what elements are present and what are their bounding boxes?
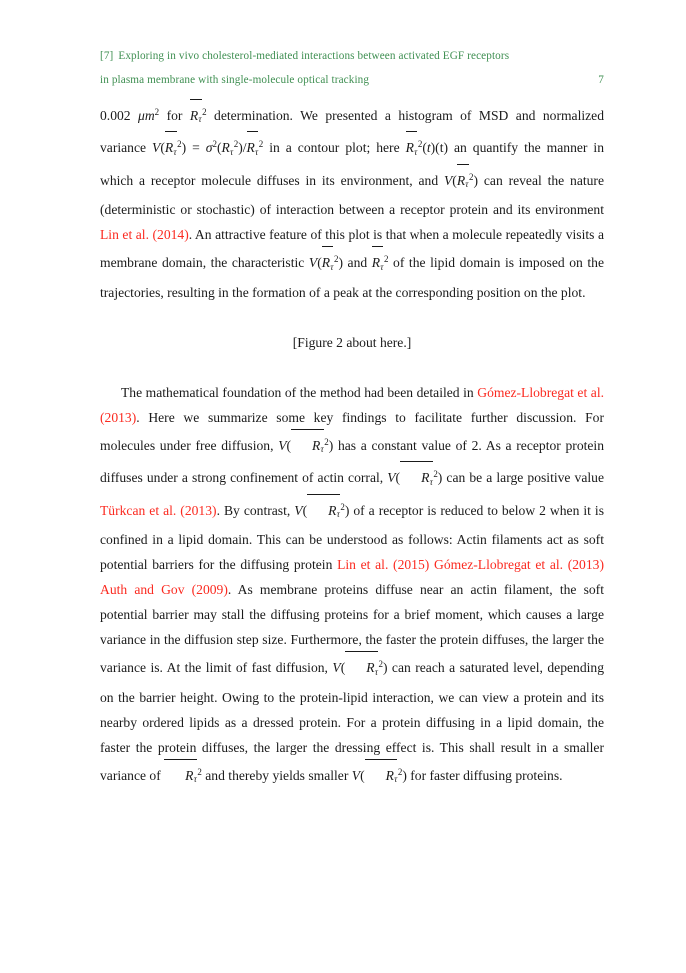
math-V: V: [294, 502, 303, 518]
math-subscript-tau: τ: [336, 509, 340, 520]
math-superscript-2: 2: [258, 139, 264, 150]
text-run: . By contrast,: [216, 502, 295, 518]
text-run: for faster diffusing proteins.: [406, 767, 563, 783]
math-mean-r-tau-squared: [322, 247, 339, 279]
math-superscript-2: 2: [333, 254, 339, 265]
math-sigma-squared-expression: [206, 140, 263, 155]
citation-link[interactable]: Lin et al. (2015): [337, 557, 430, 573]
math-close-paren: ): [328, 437, 334, 453]
text-run: can reach a saturated level, depending on the barrier height. Owing to the protein-lipid interaction, we can view a protein and its nearby ordered lipids as a dressed protein. For a protein diffusing in a lipid domain, the faster the protein diffuses, the larger the dressing effect is. This shall result in a smaller variance of: [100, 660, 604, 783]
math-superscript-2: 2: [417, 139, 423, 150]
math-open-paren: (: [452, 172, 457, 188]
citation-link[interactable]: Gómez-Llobregat et al. (2013): [434, 557, 604, 573]
math-R: R: [221, 140, 230, 156]
math-V-of-mean-r-tau-squared: [332, 660, 387, 675]
math-mean-r-tau-squared: [164, 760, 202, 792]
math-overline: [400, 461, 433, 462]
math-open-paren: (: [286, 437, 292, 453]
text-run: . As membrane proteins diffuse near an actin filament, the soft potential barrier may stall the diffusing proteins for a brief moment, which causes a large variance in the diffusion step size. Furthermore, the faster the protein diffuses, the larger the variance is. At the limit of fast diffusion,: [100, 582, 604, 676]
math-overline: [322, 246, 334, 247]
math-subscript-tau: τ: [320, 444, 324, 455]
math-V: V: [387, 470, 396, 486]
math-close-paren: ): [344, 502, 350, 518]
text-run: =: [186, 140, 206, 156]
math-mean-r-tau-squared: [365, 760, 403, 792]
math-mean-r-tau-squared: [406, 132, 423, 164]
math-R: R: [366, 660, 375, 676]
math-R: R: [385, 767, 394, 783]
math-superscript-2: 2: [324, 436, 329, 447]
math-close-paren: ): [437, 470, 443, 486]
math-mean-r-tau-squared: [165, 132, 182, 164]
math-V: V: [332, 660, 341, 676]
math-close-paren: ): [382, 660, 388, 676]
math-t: t: [426, 140, 431, 156]
text-run: The mathematical foundation of the method had been detailed in: [121, 384, 478, 400]
math-overline: [345, 651, 378, 652]
text-run: of the lipid domain is imposed on the trajectories, resulting in the formation of a peak at the corresponding position on the plot.: [100, 255, 604, 300]
math-overline: [372, 246, 384, 247]
math-V-of-mean-r-tau-squared: [309, 255, 343, 270]
text-run: . An attractive feature of this plot is that when a molecule repeatedly visits a membrane domain, the characteristic: [100, 227, 604, 271]
running-head-title-part-1: Exploring in vivo cholesterol-mediated interactions between activated EGF receptors: [118, 50, 510, 62]
text-run: and thereby yields smaller: [201, 767, 352, 783]
paragraph-continuation: [100, 100, 604, 305]
math-superscript-2: 2: [340, 501, 345, 512]
math-R: R: [321, 255, 331, 271]
math-V: V: [308, 255, 318, 271]
math-superscript-2: 2: [433, 469, 438, 480]
math-sigma: σ: [205, 140, 213, 156]
math-R: R: [405, 140, 414, 156]
math-subscript-tau: τ: [394, 774, 398, 785]
math-close-paren: ): [238, 140, 243, 156]
math-subscript-tau: τ: [374, 666, 378, 677]
math-subscript-tau: τ: [414, 146, 418, 157]
math-R: R: [421, 470, 430, 486]
math-close-paren: ): [473, 172, 479, 188]
citation-link[interactable]: Lin et al. (2014): [100, 227, 189, 243]
math-open-paren: (: [302, 502, 308, 518]
math-R: R: [164, 140, 174, 156]
math-R: R: [246, 140, 255, 156]
math-open-paren: (: [216, 140, 222, 156]
citation-link[interactable]: Auth and Gov (2009): [100, 582, 228, 598]
text-run: in a contour plot; here: [263, 140, 406, 156]
math-mu-m: μm: [138, 107, 155, 123]
body-column: [100, 100, 604, 792]
text-run: determination. We presented a histogram of MSD and normalized variance: [100, 107, 605, 156]
math-overline: [307, 494, 340, 495]
math-close-paren: ): [181, 140, 187, 156]
math-overline: [457, 164, 469, 165]
math-superscript-2: 2: [233, 139, 239, 150]
math-R: R: [328, 502, 337, 518]
math-V-of-mean-r-tau-squared: [278, 438, 333, 453]
math-micrometer-squared: [138, 108, 159, 123]
math-subscript-tau: τ: [465, 179, 469, 190]
math-subscript-tau: τ: [255, 146, 259, 157]
running-head-title-part-2: in plasma membrane with single-molecule optical tracking: [100, 74, 370, 86]
math-subscript-tau: τ: [380, 261, 384, 272]
text-run: (t) an quantify the manner in which a receptor molecule diffuses in its environment, and: [100, 140, 604, 188]
math-mean-r-tau-squared: [190, 100, 207, 132]
math-V: V: [278, 437, 287, 453]
math-mean-r-tau-squared: [247, 132, 264, 164]
text-run: of a receptor is reduced to below 2 when it is confined in a lipid domain. This can be understood as follows: Actin filaments act as soft potential barriers for the diffusing protein: [100, 502, 604, 573]
math-mean-r-tau-squared: [400, 462, 438, 494]
math-overline: [190, 99, 202, 100]
math-open-paren: (: [160, 140, 165, 156]
math-superscript-2: 2: [383, 254, 389, 265]
text-run: has a constant value of 2. As a receptor protein diffuses under a strong confinement of actin corral,: [100, 437, 604, 486]
page-number: 7: [598, 74, 604, 86]
math-V-of-mean-r-tau-squared: [294, 503, 349, 518]
text-run: 0.002: [100, 107, 139, 123]
math-overline: [165, 131, 177, 132]
math-overline: [247, 131, 259, 132]
math-V: V: [351, 767, 361, 783]
math-subscript-tau: τ: [193, 774, 197, 785]
math-subscript-tau: τ: [229, 146, 234, 157]
math-superscript-2: 2: [177, 139, 182, 150]
math-overline: [365, 759, 398, 760]
math-R: R: [456, 172, 466, 188]
math-V-of-mean-r-tau-squared: [152, 140, 186, 155]
math-mean-r-tau-squared: [372, 247, 389, 279]
math-subscript-tau: τ: [429, 476, 433, 487]
math-V: V: [443, 172, 453, 188]
figure-placement-note: [Figure 2 about here.]: [292, 334, 412, 350]
math-V-of-mean-r-tau-squared: [444, 173, 478, 188]
running-head-line-2: [100, 68, 604, 92]
running-head-bracket-number: [7]: [100, 50, 114, 62]
math-close-paren: ): [338, 255, 343, 271]
math-superscript-2: 2: [212, 139, 217, 150]
math-open-paren: (: [395, 470, 401, 486]
running-head-line-1: [100, 44, 604, 68]
math-superscript-2: 2: [469, 171, 474, 182]
math-open-paren: (: [317, 255, 322, 271]
math-subscript-tau: τ: [330, 261, 334, 272]
math-exponent-2: 2: [154, 107, 160, 117]
math-close-paren: ): [430, 140, 436, 156]
text-run: can reveal the nature (deterministic or stochastic) of interaction between a receptor protein and its environment: [100, 172, 604, 218]
math-superscript-2: 2: [397, 766, 403, 777]
text-run: for: [159, 107, 190, 123]
math-mean-r-tau-squared: [345, 652, 383, 684]
math-open-paren: (: [360, 767, 365, 783]
text-run: and: [342, 255, 372, 271]
math-open-paren: (: [340, 660, 346, 676]
text-run: . Here we summarize some key findings to facilitate further discussion. For molecules under free diffusion,: [100, 409, 604, 453]
math-superscript-2: 2: [202, 107, 207, 117]
running-head: [100, 44, 604, 92]
math-V: V: [152, 140, 161, 156]
math-R: R: [371, 255, 381, 271]
math-R: R: [312, 437, 321, 453]
math-mean-r-tau-squared: [291, 430, 329, 462]
citation-link[interactable]: Türkcan et al. (2013): [100, 502, 217, 518]
math-subscript-tau: τ: [173, 146, 177, 157]
math-R: R: [189, 107, 199, 123]
math-mean-r-tau-squared: [457, 165, 474, 197]
math-superscript-2: 2: [378, 659, 383, 670]
math-r-tau-squared: [222, 132, 239, 164]
math-superscript-2: 2: [197, 766, 202, 777]
math-V-of-mean-r-tau-squared: [352, 768, 407, 783]
math-mean-r-tau-squared: [307, 495, 345, 527]
math-mean-r-tau-squared-of-t: [406, 140, 436, 155]
math-R: R: [185, 767, 194, 783]
paragraph-mathematical-foundation: [100, 380, 604, 792]
math-overline: [291, 429, 324, 430]
math-slash: /: [242, 140, 247, 156]
math-close-paren: ): [402, 767, 407, 783]
math-V-of-mean-r-tau-squared: [387, 470, 442, 485]
math-overline: [164, 759, 197, 760]
citation-link[interactable]: Gómez-Llobregat et al. (2013): [100, 384, 604, 425]
math-subscript-tau: τ: [198, 114, 202, 125]
text-run: can be a large positive value: [442, 470, 604, 486]
math-overline: [406, 131, 418, 132]
math-open-paren: (: [422, 140, 427, 156]
